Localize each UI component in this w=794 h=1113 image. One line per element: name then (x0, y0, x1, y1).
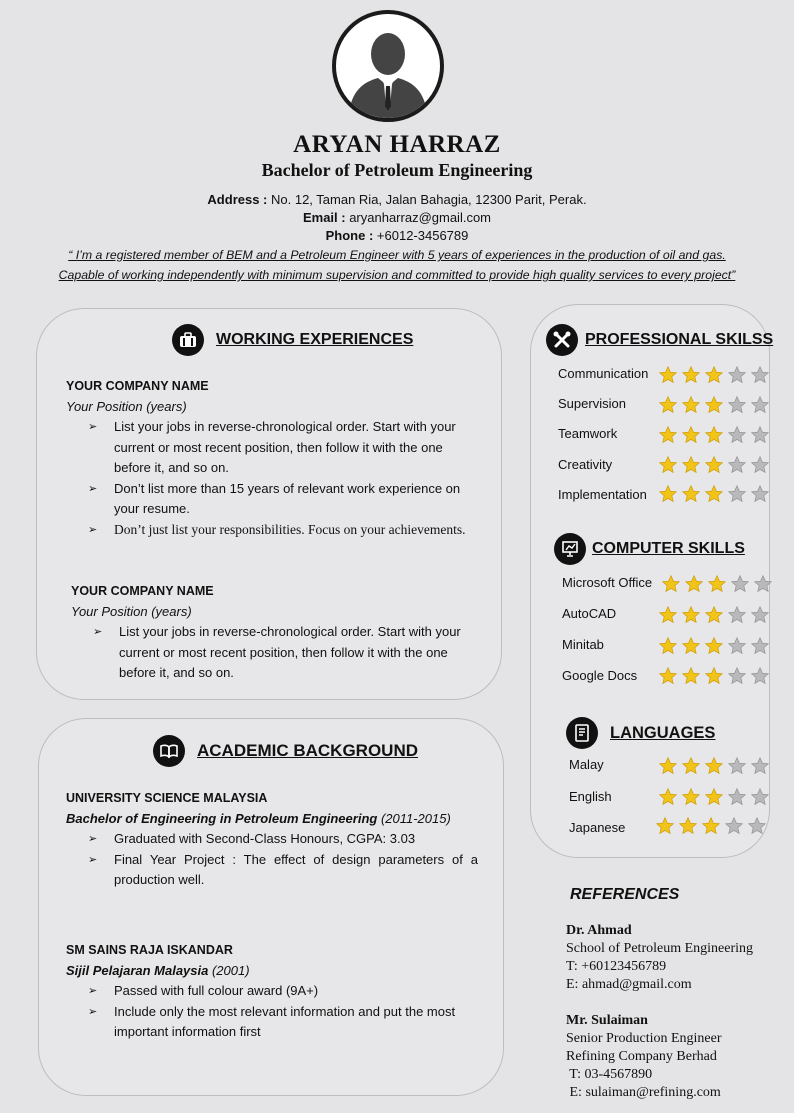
working-experiences-title: WORKING EXPERIENCES (216, 331, 414, 348)
reference-line: T: 03-4567890 (566, 1067, 653, 1082)
reference-name: Mr. Sulaiman (566, 1013, 648, 1028)
star-filled-icon (658, 756, 678, 776)
address-label: Address : (207, 192, 268, 207)
star-empty-icon (750, 666, 770, 686)
star-empty-icon (753, 574, 773, 594)
presentation-board-icon (554, 533, 586, 565)
language-rating (655, 816, 770, 836)
star-filled-icon (681, 365, 701, 385)
email-label: Email : (302, 210, 346, 225)
star-filled-icon (658, 455, 678, 475)
star-filled-icon (658, 636, 678, 656)
language-name: Malay (569, 757, 604, 772)
computer-skills-title: COMPUTER SKILLS (592, 540, 745, 557)
address-value: No. 12, Taman Ria, Jalan Bahagia, 12300 Parit, Perak. (267, 192, 587, 207)
star-empty-icon (724, 816, 744, 836)
job-position: Your Position (years) (66, 398, 187, 414)
skill-name: AutoCAD (562, 606, 617, 621)
star-empty-icon (750, 787, 770, 807)
job-bullet: ➢ List your jobs in reverse-chronological order. Start with your current or most recent position, then follow it with the one before it, and so on. (71, 622, 485, 684)
skill-rating (658, 395, 773, 415)
star-empty-icon (750, 756, 770, 776)
star-empty-icon (750, 425, 770, 445)
star-filled-icon (681, 395, 701, 415)
school-name: SM SAINS RAJA ISKANDAR (66, 943, 233, 957)
briefcase-icon (172, 324, 204, 356)
skill-rating (658, 425, 773, 445)
job-bullet: ➢ Don’t just list your responsibilities. Focus on your achievements. (66, 520, 480, 541)
phone-label: Phone : (325, 228, 374, 243)
star-filled-icon (684, 574, 704, 594)
star-empty-icon (727, 636, 747, 656)
star-empty-icon (727, 395, 747, 415)
job-entry (66, 376, 480, 540)
address-line (0, 192, 794, 207)
star-empty-icon (727, 425, 747, 445)
school-entry (66, 788, 478, 891)
star-empty-icon (750, 365, 770, 385)
skill-rating (658, 666, 773, 686)
star-empty-icon (750, 636, 770, 656)
school-qualification: Sijil Pelajaran Malaysia (66, 962, 209, 978)
school-years: (2011-2015) (377, 810, 451, 826)
star-filled-icon (704, 787, 724, 807)
school-bullet: ➢ Graduated with Second-Class Honours, CGPA: 3.03 (66, 829, 478, 850)
languages-title: LANGUAGES (610, 723, 716, 742)
skill-name: Teamwork (558, 426, 618, 441)
star-filled-icon (658, 605, 678, 625)
phone-line (0, 228, 794, 243)
reference-line: E: sulaiman@refining.com (566, 1085, 721, 1100)
star-filled-icon (681, 484, 701, 504)
star-filled-icon (681, 605, 701, 625)
email-value: aryanharraz@gmail.com (345, 210, 492, 225)
school-entry (66, 940, 478, 1043)
candidate-name: ARYAN HARRAZ (293, 131, 501, 158)
reference-line: E: ahmad@gmail.com (566, 977, 692, 992)
star-filled-icon (704, 666, 724, 686)
star-empty-icon (727, 666, 747, 686)
references-title: REFERENCES (570, 886, 680, 903)
star-filled-icon (678, 816, 698, 836)
job-bullet: ➢ List your jobs in reverse-chronological order. Start with your current or most recent position, then follow it with the one before it, and so on. (66, 417, 480, 479)
reference-line: Refining Company Berhad (566, 1049, 717, 1064)
star-filled-icon (658, 425, 678, 445)
star-filled-icon (704, 636, 724, 656)
star-filled-icon (658, 484, 678, 504)
skill-rating (658, 636, 773, 656)
star-filled-icon (681, 455, 701, 475)
job-bullet: ➢ Don’t list more than 15 years of relevant work experience on your resume. (66, 479, 480, 520)
school-bullet: ➢ Final Year Project : The effect of design parameters of a production well. (66, 850, 478, 891)
star-empty-icon (727, 787, 747, 807)
skill-rating (658, 455, 773, 475)
star-filled-icon (681, 666, 701, 686)
skill-name: Supervision (558, 396, 626, 411)
school-bullet: ➢ Include only the most relevant information and put the most important information first (66, 1002, 478, 1043)
language-rating (658, 756, 773, 776)
language-name: Japanese (569, 820, 626, 835)
summary-quote-line-2: Capable of working independently with minimum supervision and committed to provide high quality services to every project” (58, 268, 736, 282)
star-filled-icon (661, 574, 681, 594)
reference-name: Dr. Ahmad (566, 923, 632, 938)
professional-skills-heading (546, 324, 773, 356)
star-filled-icon (704, 605, 724, 625)
document-list-icon (566, 717, 598, 749)
star-filled-icon (658, 666, 678, 686)
star-empty-icon (750, 605, 770, 625)
star-filled-icon (704, 484, 724, 504)
star-filled-icon (681, 756, 701, 776)
skill-rating (658, 484, 773, 504)
star-filled-icon (704, 455, 724, 475)
star-filled-icon (658, 395, 678, 415)
skill-name: Minitab (562, 637, 604, 652)
school-qualification-line (66, 809, 478, 830)
book-icon (153, 735, 185, 767)
computer-skills-heading (554, 533, 745, 565)
professional-skills-title: PROFESSIONAL SKILSS (585, 331, 774, 348)
star-filled-icon (704, 395, 724, 415)
job-position: Your Position (years) (71, 603, 192, 619)
academic-title: ACADEMIC BACKGROUND (197, 741, 418, 760)
star-filled-icon (655, 816, 675, 836)
star-filled-icon (658, 787, 678, 807)
phone-value: +6012-3456789 (373, 228, 469, 243)
email-line (0, 210, 794, 225)
star-empty-icon (750, 455, 770, 475)
tools-icon (546, 324, 578, 356)
star-empty-icon (750, 484, 770, 504)
language-rating (658, 787, 773, 807)
reference-entry (566, 1012, 722, 1102)
star-empty-icon (727, 455, 747, 475)
star-filled-icon (704, 365, 724, 385)
skill-name: Creativity (558, 457, 613, 472)
school-years: (2001) (208, 962, 250, 978)
school-qualification: Bachelor of Engineering in Petroleum Engineering (66, 810, 378, 826)
school-qualification-line (66, 961, 478, 982)
person-silhouette-icon (342, 20, 434, 120)
reference-line: Senior Production Engineer (566, 1031, 722, 1046)
reference-line: School of Petroleum Engineering (566, 941, 754, 956)
star-empty-icon (750, 395, 770, 415)
star-empty-icon (727, 365, 747, 385)
skill-rating (661, 574, 776, 594)
job-company: YOUR COMPANY NAME (71, 584, 214, 598)
skill-name: Google Docs (562, 668, 638, 683)
skill-name: Microsoft Office (562, 575, 653, 590)
profile-avatar (332, 10, 444, 122)
star-empty-icon (730, 574, 750, 594)
skill-rating (658, 605, 773, 625)
reference-line: T: +60123456789 (566, 959, 667, 974)
star-filled-icon (701, 816, 721, 836)
star-empty-icon (747, 816, 767, 836)
reference-entry (566, 922, 753, 994)
star-filled-icon (704, 425, 724, 445)
star-filled-icon (658, 365, 678, 385)
job-entry (71, 581, 485, 684)
star-empty-icon (727, 484, 747, 504)
star-filled-icon (681, 425, 701, 445)
summary-quote-line-1: “ I’m a registered member of BEM and a Petroleum Engineer with 5 years of experiences in the production of oil and gas. (68, 248, 726, 262)
academic-heading (153, 735, 418, 767)
star-filled-icon (704, 756, 724, 776)
star-filled-icon (681, 787, 701, 807)
skill-rating (658, 365, 773, 385)
star-empty-icon (727, 605, 747, 625)
job-company: YOUR COMPANY NAME (66, 379, 209, 393)
star-filled-icon (681, 636, 701, 656)
star-filled-icon (707, 574, 727, 594)
skill-name: Communication (558, 366, 649, 381)
candidate-degree: Bachelor of Petroleum Engineering (261, 160, 533, 180)
school-bullet: ➢ Passed with full colour award (9A+) (66, 981, 478, 1002)
star-empty-icon (727, 756, 747, 776)
languages-heading (566, 717, 715, 749)
language-name: English (569, 789, 612, 804)
skill-name: Implementation (558, 487, 647, 502)
working-experiences-heading (172, 324, 413, 356)
school-name: UNIVERSITY SCIENCE MALAYSIA (66, 791, 268, 805)
